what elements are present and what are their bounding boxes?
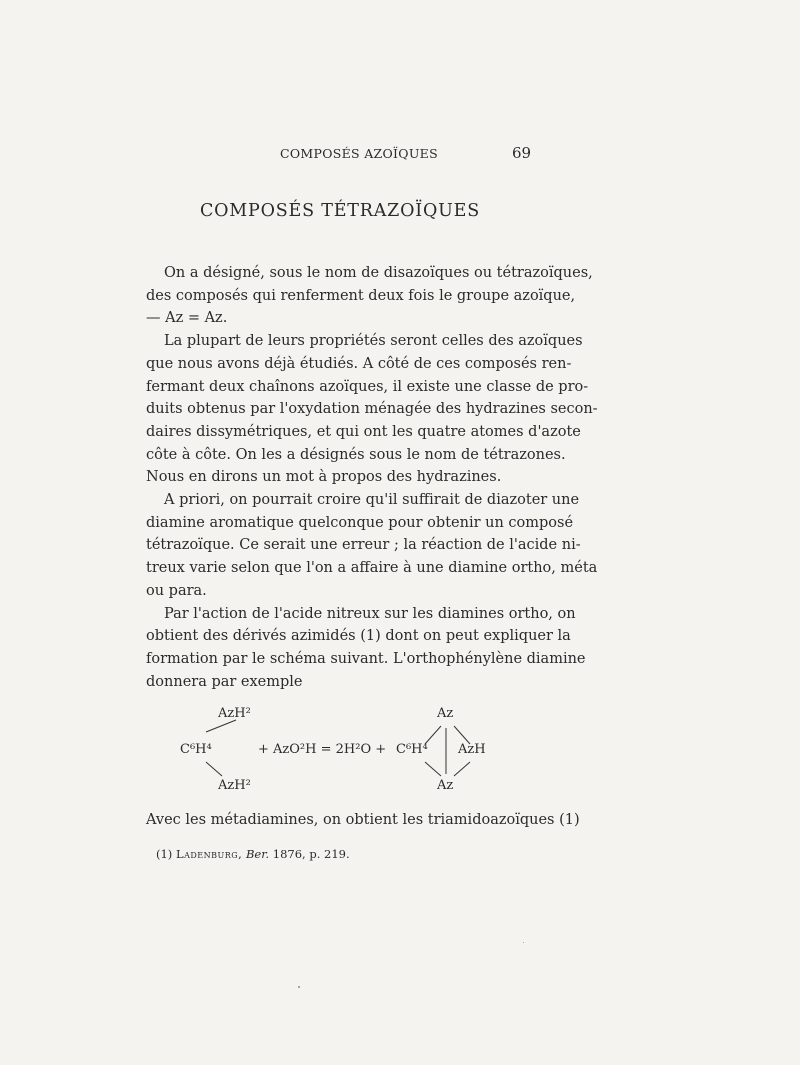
bond-line (454, 762, 470, 776)
formula-right-side: AzH (458, 742, 486, 757)
text-line: ou para. (146, 582, 207, 599)
text-line: formation par le schéma suivant. L'orthophénylène diamine (146, 650, 586, 667)
running-header: COMPOSÉS AZOÏQUES (280, 146, 438, 161)
text-line: donnera par exemple (146, 673, 303, 690)
bond-line (206, 720, 236, 732)
text-line: A priori, on pourrait croire qu'il suffirait de diazoter une (164, 492, 580, 509)
section-title: COMPOSÉS TÉTRAZOÏQUES (199, 201, 481, 221)
paragraph (146, 262, 593, 330)
text-line: obtient des dérivés azimidés (1) dont on peut expliquer la (146, 628, 571, 645)
paper-speck (523, 942, 524, 943)
formula-left-bottom: AzH² (218, 778, 251, 793)
formula-reagent: + AzO²H = 2H²O + (258, 742, 387, 757)
footnote-journal: Ber. (245, 847, 270, 861)
text-line: La plupart de leurs propriétés seront celles des azoïques (164, 333, 583, 350)
formula-left-top: AzH² (218, 706, 251, 721)
footnote (156, 847, 350, 861)
text-line: — Az = Az. (146, 310, 228, 327)
text-line: que nous avons déjà étudiés. A côté de ces composés ren- (146, 355, 572, 372)
paragraph (146, 603, 586, 694)
text-line: treux varie selon que l'on a affaire à une diamine ortho, méta (146, 560, 598, 577)
text-line: duits obtenus par l'oxydation ménagée des hydrazines secon- (146, 401, 598, 418)
footnote-author: Ladenburg, (175, 847, 243, 861)
text-line: des composés qui renferment deux fois le groupe azoïque, (146, 287, 576, 304)
footnote-marker: (1) (156, 847, 173, 861)
formula-right-center: C⁶H⁴ (396, 742, 428, 757)
text-line: daires dissymétriques, et qui ont les quatre atomes d'azote (146, 423, 581, 440)
text-line: Nous en dirons un mot à propos des hydrazines. (146, 469, 502, 486)
text-line: Par l'action de l'acide nitreux sur les diamines ortho, on (164, 605, 576, 622)
text-line: Avec les métadiamines, on obtient les triamidoazoïques (1) (146, 812, 580, 828)
footnote-details: 1876, p. 219. (272, 847, 350, 861)
paper-speck (298, 986, 300, 988)
formula-right-bottom: Az (437, 778, 454, 793)
text-line: tétrazoïque. Ce serait une erreur ; la réaction de l'acide ni- (146, 537, 581, 554)
formula-left-center: C⁶H⁴ (180, 742, 212, 757)
text-line: fermant deux chaînons azoïques, il existe une classe de pro- (146, 378, 589, 395)
text-line: diamine aromatique quelconque pour obtenir un composé (146, 514, 574, 531)
paragraph (146, 489, 598, 603)
chemical-formula (150, 700, 530, 800)
text-line: côte à côte. On les a désignés sous le nom de tétrazones. (146, 446, 566, 463)
bond-line (425, 762, 441, 776)
paragraph (146, 330, 598, 489)
page-number: 69 (512, 144, 532, 162)
formula-right-top: Az (437, 706, 454, 721)
bond-line (206, 762, 222, 776)
text-line: On a désigné, sous le nom de disazoïques ou tétrazoïques, (164, 265, 593, 281)
body-text (146, 262, 598, 693)
